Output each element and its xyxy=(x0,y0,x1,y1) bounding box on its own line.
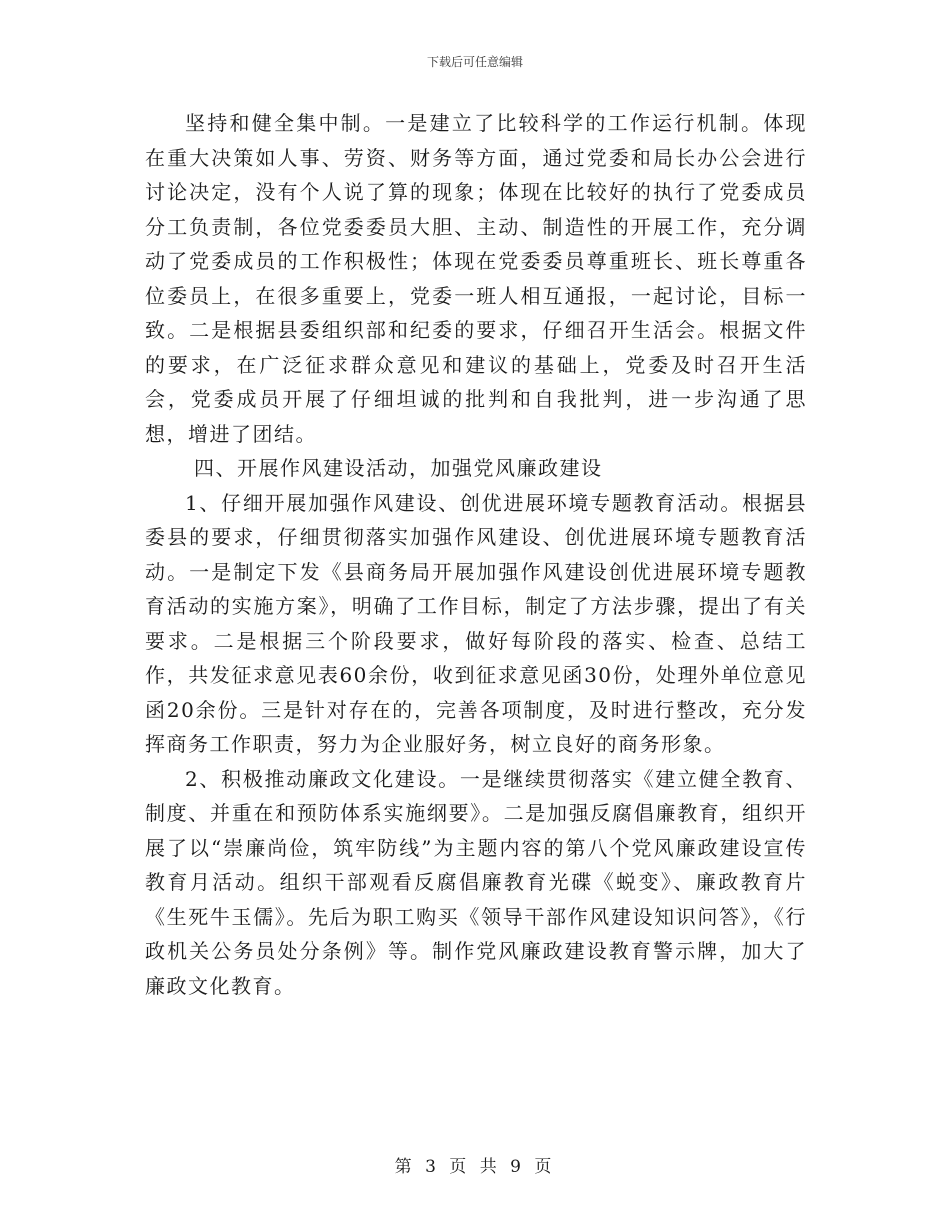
paragraph-centralism: 坚持和健全集中制。一是建立了比较科学的工作运行机制。体现在重大决策如人事、劳资、财务等方面，通过党委和局长办公会进行讨论决定，没有个人说了算的现象；体现在比较好的执行了党委成员分工负责制，各位党委委员大胆、主动、制造性的开展工作，充分调动了党委成员的工作积极性；体现在党委委员尊重班长、班长尊重各位委员上，在很多重要上，党委一班人相互通报，一起讨论，目标一致。二是根据县委组织部和纪委的要求，仔细召开生活会。根据文件的要求，在广泛征求群众意见和建议的基础上，党委及时召开生活会，党委成员开展了仔细坦诚的批判和自我批判，进一步沟通了思想，增进了团结。 xyxy=(145,111,807,446)
page-number: 第 3 页 共 9 页 xyxy=(394,1157,556,1177)
page-header: 下载后可任意编辑 xyxy=(426,55,523,69)
document-body xyxy=(145,106,807,1003)
paragraph-integrity-culture: 2、积极推动廉政文化建设。一是继续贯彻落实《建立健全教育、制度、并重在和预防体系实施纲要》。二是加强反腐倡廉教育，组织开展了以“崇廉尚俭，筑牢防线”为主题内容的第八个党风廉政建设宣传教育月活动。组织干部观看反腐倡廉教育光碟《蜕变》、廉政教育片《生死牛玉儒》。先后为职工购买《领导干部作风建设知识问答》，《行政机关公务员处分条例》等。制作党风廉政建设教育警示牌，加大了廉政文化教育。 xyxy=(145,766,807,998)
paragraph-work-style: 1、仔细开展加强作风建设、创优进展环境专题教育活动。根据县委县的要求，仔细贯彻落实加强作风建设、创优进展环境专题教育活动。一是制定下发《县商务局开展加强作风建设创优进展环境专题教育活动的实施方案》，明确了工作目标，制定了方法步骤，提出了有关要求。二是根据三个阶段要求，做好每阶段的落实、检查、总结工作，共发征求意见表60余份，收到征求意见函30份，处理外单位意见函20余份。三是针对存在的，完善各项制度，及时进行整改，充分发挥商务工作职责，努力为企业服好务，树立良好的商务形象。 xyxy=(145,490,807,756)
section-heading-four: 四、开展作风建设活动，加强党风廉政建设 xyxy=(194,456,603,480)
